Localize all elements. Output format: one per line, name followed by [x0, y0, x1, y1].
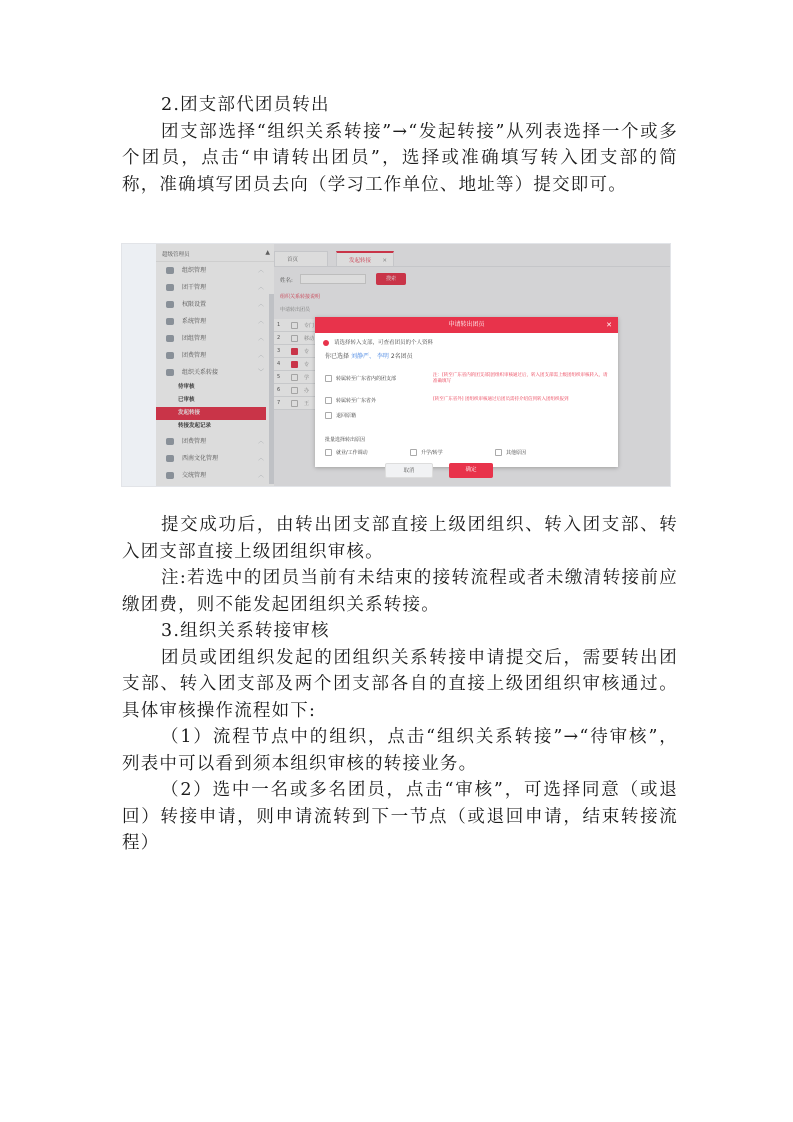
option-checkbox[interactable] — [325, 375, 332, 382]
option-in-province[interactable]: 转属转至广东省内的团支部 — [325, 375, 396, 382]
paragraph-review-intro: 团员或团组织发起的团组织关系转接申请提交后，需要转出团支部、转入团支部及两个团支部各自的直接上级团组织审核通过。具体审核操作流程如下: — [122, 647, 678, 721]
reason-other[interactable]: 其他原因 — [495, 449, 526, 456]
sidebar-item-permission[interactable]: 权限设置 ︿ — [156, 296, 274, 313]
modal-header — [315, 317, 618, 333]
reason-checkbox[interactable] — [410, 449, 417, 456]
option-return-origin[interactable]: 退回原籍 — [325, 412, 356, 419]
option-checkbox[interactable] — [325, 397, 332, 404]
table-row[interactable]: 1 专门 — [274, 319, 318, 332]
modal-warning: 请选择转入支部，可查看团员的个人资料 — [323, 338, 433, 346]
table-row[interactable]: 4 专 — [274, 358, 318, 371]
sidebar-subitem-reviewed[interactable]: 已审核 — [178, 397, 195, 403]
reason-checkbox[interactable] — [325, 449, 332, 456]
sidebar-item-cadre[interactable]: 团干管理 ︿ — [156, 279, 274, 296]
selected-members: 你已选择 刘静严、 李明 2名团员 — [325, 353, 413, 360]
batch-reason-title: 批量选择转出原因 — [325, 437, 366, 443]
paragraph-submit-success: 提交成功后，由转出团支部直接上级团组织、转入团支部、转入团支部直接上级团组织审核。 — [122, 515, 678, 562]
chevron-up-icon: ︿ — [257, 335, 264, 342]
chevron-up-icon: ︿ — [257, 455, 264, 462]
tab-home[interactable]: 首页 — [274, 251, 328, 267]
sidebar-item-stats[interactable]: 交统管理 ︿ — [156, 467, 274, 484]
paragraph-note: 注:若选中的团员当前有未结束的接转流程或者未缴清转接前应缴团费，则不能发起团组织关系转接。 — [122, 568, 678, 615]
note-out-province: [转至广东省外] 团组织审核通过后团员需持介绍信到转入团组织报到 — [433, 397, 569, 402]
transfer-help-link[interactable]: 组织关系转接说明 — [280, 294, 321, 300]
sidebar-item-transfer[interactable]: 组织关系转接 ﹀ — [156, 364, 274, 381]
table-row[interactable]: 7 王 — [274, 397, 318, 410]
caret-up-icon: ▲ — [265, 249, 270, 256]
paragraph-step-1: （1）流程节点中的组织，点击“组织关系转接”→“待审核”，列表中可以看到须本组织审核的转接业务。 — [122, 727, 678, 774]
chevron-up-icon: ︿ — [257, 438, 264, 445]
warning-icon — [323, 340, 329, 346]
chevron-up-icon: ︿ — [257, 352, 264, 359]
sidebar-subitem-records[interactable]: 转接发起记录 — [178, 423, 212, 429]
chevron-down-icon: ﹀ — [257, 369, 264, 376]
sidebar-item-culture[interactable]: 西南文化管理 ︿ — [156, 450, 274, 467]
sidebar-header[interactable]: 超级管理员 ▲ — [156, 244, 274, 262]
chevron-up-icon: ︿ — [257, 284, 264, 291]
note-in-province: 注：[转至广东省内的团支部]团组织审核通过后，转入团支部需上级团组织审核转入，请准确填写 — [433, 373, 608, 384]
search-label: 姓名: — [280, 278, 293, 284]
cancel-button[interactable]: 取消 — [385, 463, 433, 478]
bottom-text-block — [122, 512, 678, 857]
table-row[interactable]: 6 办 — [274, 384, 318, 397]
sidebar-item-fee[interactable]: 团费管理 ︿ — [156, 347, 274, 364]
chevron-up-icon: ︿ — [257, 472, 264, 479]
paragraph-step-2: （2）选中一名或多名团员，点击“审核”，可选择同意（或退回）转接申请，则申请流转到下一节点（或退回申请，结束转接流程） — [122, 780, 678, 853]
embedded-screenshot — [121, 243, 671, 487]
reason-study[interactable]: 升学/转学 — [410, 449, 443, 456]
close-icon[interactable]: ✕ — [606, 321, 612, 329]
confirm-button[interactable]: 确定 — [449, 463, 493, 478]
sidebar-subitem-pending[interactable]: 待审核 — [178, 384, 195, 390]
modal-title: 申请转出团员 — [448, 321, 485, 328]
paragraph-transfer-out: 团支部选择“组织关系转接”→“发起转接”从列表选择一个或多个团员，点击“申请转出团员”，选择或准确填写转入团支部的简称，准确填写团员去向（学习工作单位、地址等）提交即可。 — [122, 121, 678, 195]
chevron-up-icon: ︿ — [257, 318, 264, 325]
reason-checkbox[interactable] — [495, 449, 502, 456]
top-text-block — [122, 92, 678, 198]
sidebar-item-fee-2[interactable]: 团费管理 ︿ — [156, 433, 274, 450]
table-row[interactable]: 3 专 — [274, 345, 318, 358]
option-out-province[interactable]: 转属转至广东省外 — [325, 397, 376, 404]
sidebar-item-org[interactable]: 组织管理 ︿ — [156, 262, 274, 279]
option-checkbox[interactable] — [325, 412, 332, 419]
sidebar-item-group[interactable]: 团组管理 ︿ — [156, 330, 274, 347]
chevron-up-icon: ︿ — [257, 301, 264, 308]
table-row[interactable]: 5 学 — [274, 371, 318, 384]
sidebar-item-system[interactable]: 系统管理 ︿ — [156, 313, 274, 330]
sidebar-subitem-initiate[interactable]: 发起转接 — [156, 407, 266, 420]
apply-transfer-out-hint[interactable]: 申请转出团员 — [280, 307, 311, 313]
chevron-up-icon: ︿ — [257, 267, 264, 274]
reason-employment[interactable]: 就业/工作调动 — [325, 449, 368, 456]
search-button[interactable]: 搜索 — [376, 273, 406, 285]
table-row[interactable]: 2 移动 — [274, 332, 318, 345]
close-icon[interactable]: ✕ — [382, 258, 387, 264]
apply-transfer-modal — [315, 317, 618, 474]
tab-initiate-transfer[interactable]: 发起转接 ✕ — [336, 251, 394, 267]
section-heading-2: 2.团支部代团员转出 — [161, 95, 330, 115]
section-heading-3: 3.组织关系转接审核 — [161, 621, 330, 641]
